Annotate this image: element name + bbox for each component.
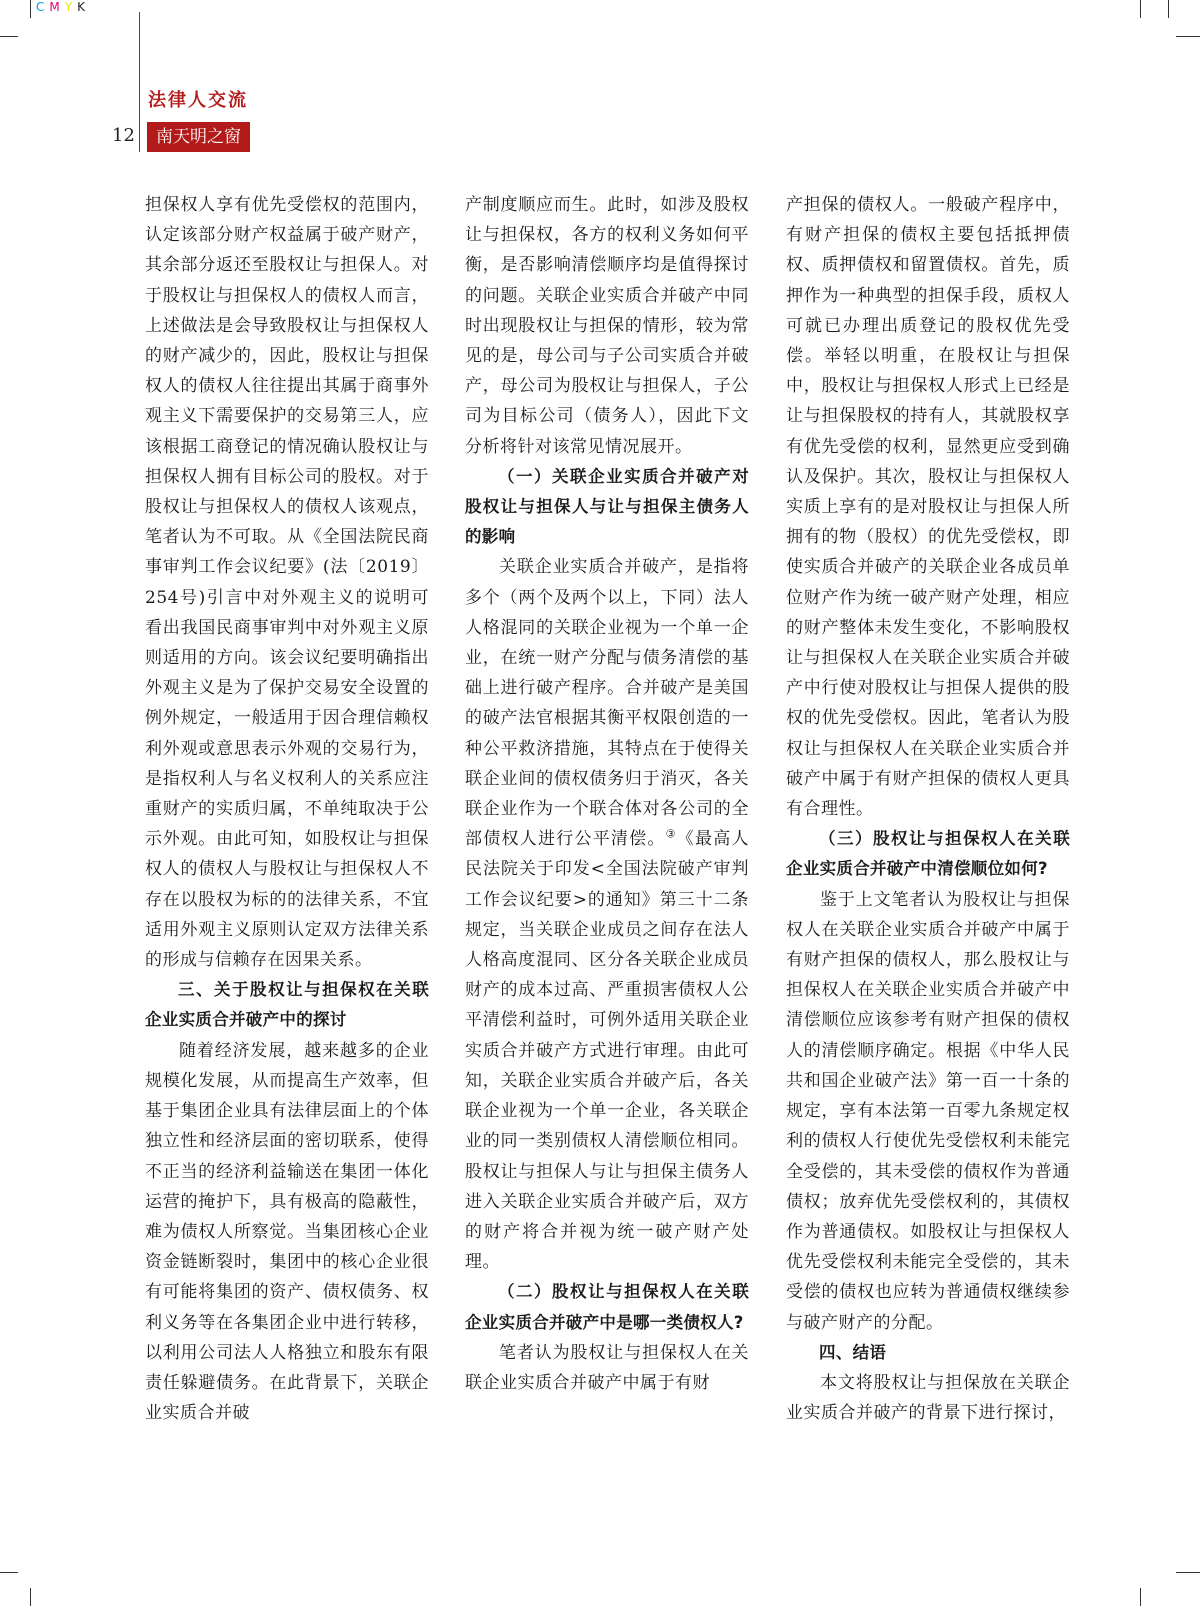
paragraph: 本文将股权让与担保放在关联企业实质合并破产的背景下进行探讨， xyxy=(786,1372,1070,1424)
paragraph xyxy=(465,552,749,1277)
color-registration-marks xyxy=(36,0,90,14)
cmyk-y: Y xyxy=(64,0,78,14)
crop-mark xyxy=(1140,1588,1141,1606)
crop-mark xyxy=(30,0,31,18)
cmyk-k: K xyxy=(77,0,90,14)
paragraph-text: 《最高人民法院关于印发<全国法院破产审判工作会议纪要>的通知》第三十二条规定，当关联企业成员之间存在法人人格高度混同、区分各关联企业成员财产的成本过高、严重损害债权人公平清偿利益时，可例外适用关联企业实质合并破产方式进行审理。由此可知，关联企业实质合并破产后，各关联企业视为一个单一企业，各关联企业的同一类别债权人清偿顺位相同。股权让与担保人与让与担保主债务人进入关联企业实质合并破产后，双方的财产将合并视为统一破产财产处理。 xyxy=(465,829,750,1273)
footnote-ref: ③ xyxy=(665,827,677,841)
paragraph-text: 关联企业实质合并破产，是指将多个（两个及两个以上，下同）法人人格混同的关联企业视为一个单一企业，在统一财产分配与债务清偿的基础上进行破产程序。合并破产是美国的破产法官根据其衡平权限创造的一种公平救济措施，其特点在于使得关联企业间的债权债务归于消灭，各关联企业作为一个联合体对各公司的全部债权人进行公平清偿。 xyxy=(465,557,749,850)
crop-mark xyxy=(1176,1572,1200,1573)
crop-mark xyxy=(30,1588,31,1606)
crop-mark xyxy=(0,1572,18,1573)
subsection-heading: （三）股权让与担保权人在关联企业实质合并破产中清偿顺位如何? xyxy=(786,829,1070,879)
paragraph: 产担保的债权人。一般破产程序中，有财产担保的债权主要包括抵押债权、质押债权和留置债权。首先，质押作为一种典型的担保手段，质权人可就已办理出质登记的股权优先受偿。举轻以明重，在股权让与担保中，股权让与担保权人形式上已经是让与担保股权的持有人，其就股权享有优先受偿的权利，显然更应受到确认及保护。其次，股权让与担保权人实质上享有的是对股权让与担保人所拥有的物（股权）的优先受偿权，即使实质合并破产的关联企业各成员单位财产作为统一破产财产处理，相应的财产整体未发生变化，不影响股权让与担保权人在关联企业实质合并破产中行使对股权让与担保人提供的股权的优先受偿权。因此，笔者认为股权让与担保权人在关联企业实质合并破产中属于有财产担保的债权人更具有合理性。 xyxy=(786,195,1070,820)
page-number: 12 xyxy=(112,125,135,146)
cmyk-c: C xyxy=(36,0,50,14)
crop-mark xyxy=(1176,36,1200,37)
paragraph: 担保权人享有优先受偿权的范围内，认定该部分财产权益属于破产财产，其余部分返还至股权让与担保人。对于股权让与担保权人的债权人而言，上述做法是会导致股权让与担保权人的财产减少的，因此，股权让与担保权人的债权人往往提出其属于商事外观主义下需要保护的交易第三人，应该根据工商登记的情况确认股权让与担保权人拥有目标公司的股权。对于股权让与担保权人的债权人该观点，笔者认为不可取。从《全国法院民商事审判工作会议纪要》(法〔2019〕254号)引言中对外观主义的说明可看出我国民商事审判中对外观主义原则适用的方向。该会议纪要明确指出外观主义是为了保护交易安全设置的例外规定，一般适用于因合理信赖权利外观或意思表示外观的交易行为，是指权利人与名义权利人的关系应注重财产的实质归属，不单纯取决于公示外观。由此可知，如股权让与担保权人的债权人与股权让与担保权人不存在以股权为标的的法律关系，不宜适用外观主义原则认定双方法律关系的形成与信赖存在因果关系。 xyxy=(145,195,429,971)
paragraph: 随着经济发展，越来越多的企业规模化发展，从而提高生产效率，但基于集团企业具有法律层面上的个体独立性和经济层面的密切联系，使得不正当的经济利益输送在集团一体化运营的掩护下，具有极高的隐蔽性，难为债权人所察觉。当集团核心企业资金链断裂时，集团中的核心企业很有可能将集团的资产、债权债务、权利义务等在各集团企业中进行转移，以利用公司法人人格独立和股东有限责任躲避债务。在此背景下，关联企业实质合并破 xyxy=(145,1040,429,1424)
crop-mark xyxy=(1140,0,1141,18)
text-column-3 xyxy=(786,190,1070,1428)
section-heading: 三、关于股权让与担保权在关联企业实质合并破产中的探讨 xyxy=(145,980,429,1030)
paragraph: 笔者认为股权让与担保权人在关联企业实质合并破产中属于有财 xyxy=(465,1342,749,1393)
paragraph: 鉴于上文笔者认为股权让与担保权人在关联企业实质合并破产中属于有财产担保的债权人，那么股权让与担保权人在关联企业实质合并破产中清偿顺位应该参考有财产担保的债权人的清偿顺序确定。根据《中华人民共和国企业破产法》第一百一十条的规定，享有本法第一百零九条规定权利的债权人行使优先受偿权利未能完全受偿的，其未受偿的债权作为普通债权；放弃优先受偿权利的，其债权作为普通债权。如股权让与担保权人优先受偿权利未能完全受偿的，其未受偿的债权也应转为普通债权继续参与破产财产的分配。 xyxy=(786,889,1070,1333)
text-column-2 xyxy=(465,190,749,1398)
subsection-heading: （二）股权让与担保权人在关联企业实质合并破产中是哪一类债权人? xyxy=(465,1282,749,1332)
cmyk-m: M xyxy=(49,0,65,14)
crop-mark xyxy=(0,36,18,37)
text-column-1 xyxy=(145,190,429,1428)
section-heading: 四、结语 xyxy=(819,1342,887,1362)
crop-mark xyxy=(1168,0,1169,18)
column-banner: 南天明之窗 xyxy=(147,122,250,152)
header-rule xyxy=(139,12,140,152)
subsection-heading: （一）关联企业实质合并破产对股权让与担保人与让与担保主债务人的影响 xyxy=(465,466,749,547)
section-title: 法律人交流 xyxy=(148,90,248,111)
paragraph: 产制度顺应而生。此时，如涉及股权让与担保权，各方的权利义务如何平衡，是否影响清偿顺序均是值得探讨的问题。关联企业实质合并破产中同时出现股权让与担保的情形，较为常见的是，母公司与子公司实质合并破产，母公司为股权让与担保人，子公司为目标公司（债务人），因此下文分析将针对该常见情况展开。 xyxy=(465,195,749,457)
